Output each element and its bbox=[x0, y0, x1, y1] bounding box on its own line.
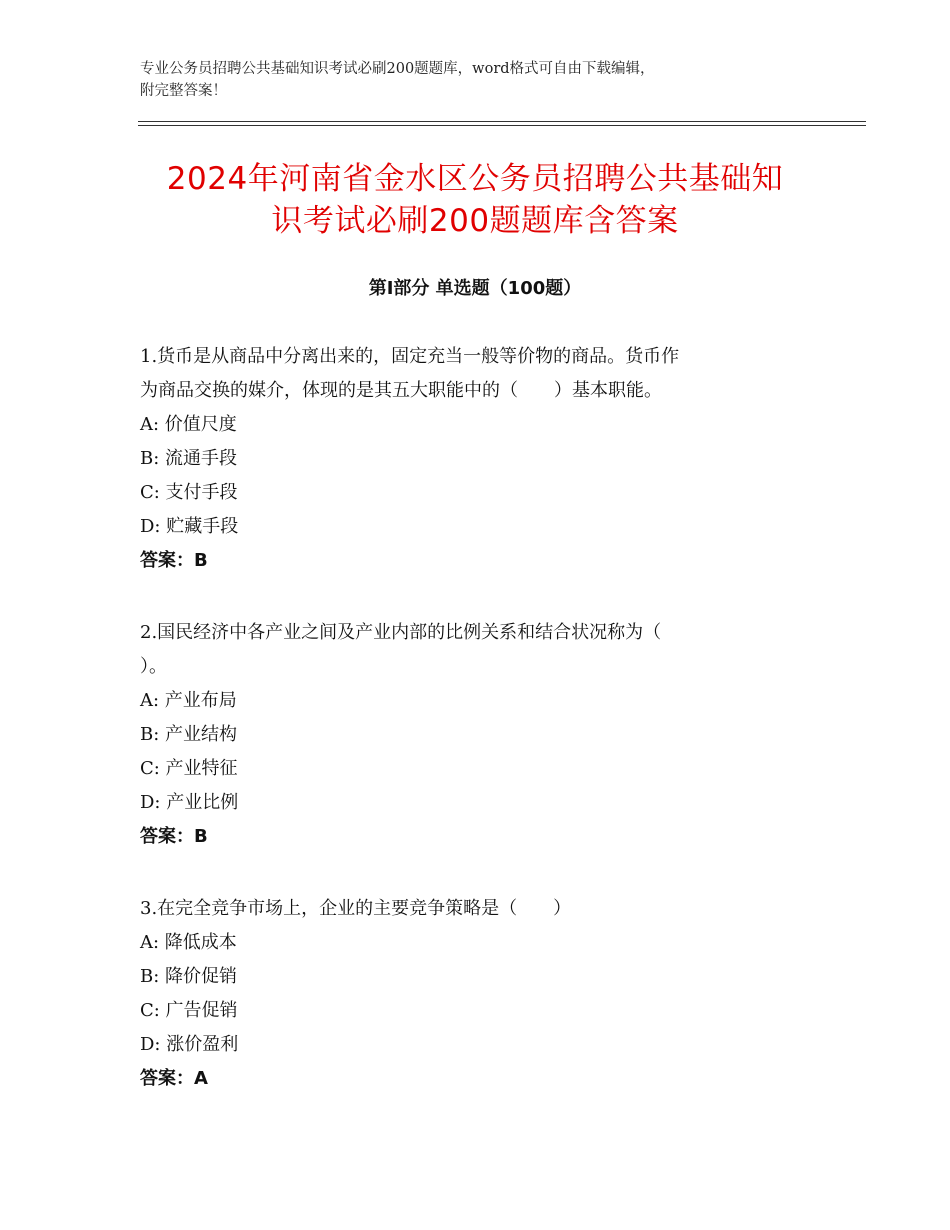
question-item bbox=[140, 340, 800, 578]
document-title bbox=[120, 158, 830, 242]
header-note-line: 专业公务员招聘公共基础知识考试必刷200题题库，word格式可自由下载编辑， bbox=[140, 61, 655, 77]
header-note bbox=[140, 58, 840, 102]
option-b: B: 降价促销 bbox=[140, 966, 238, 987]
question-stem: ）。 bbox=[140, 656, 167, 677]
answer-label: 答案：B bbox=[140, 826, 208, 847]
question-stem: 2.国民经济中各产业之间及产业内部的比例关系和结合状况称为（ bbox=[140, 622, 662, 643]
option-a: A: 价值尺度 bbox=[140, 414, 237, 435]
question-list bbox=[140, 340, 800, 1134]
option-c: C: 产业特征 bbox=[140, 758, 238, 779]
option-a: A: 产业布局 bbox=[140, 690, 237, 711]
option-b: B: 流通手段 bbox=[140, 448, 238, 469]
option-d: D: 贮藏手段 bbox=[140, 516, 239, 537]
question-stem: 1.货币是从商品中分离出来的，固定充当一般等价物的商品。货币作 bbox=[140, 346, 680, 367]
header-divider bbox=[138, 121, 866, 126]
option-d: D: 涨价盈利 bbox=[140, 1034, 239, 1055]
option-a: A: 降低成本 bbox=[140, 932, 237, 953]
answer-label: 答案：B bbox=[140, 550, 208, 571]
option-c: C: 支付手段 bbox=[140, 482, 238, 503]
document-title-line: 识考试必刷200题题库含答案 bbox=[271, 203, 679, 239]
document-title-line: 2024年河南省金水区公务员招聘公共基础知 bbox=[166, 161, 784, 197]
option-d: D: 产业比例 bbox=[140, 792, 239, 813]
question-stem: 3.在完全竞争市场上，企业的主要竞争策略是（ ） bbox=[140, 898, 572, 919]
question-item bbox=[140, 892, 800, 1096]
option-c: C: 广告促销 bbox=[140, 1000, 238, 1021]
option-b: B: 产业结构 bbox=[140, 724, 238, 745]
question-stem: 为商品交换的媒介，体现的是其五大职能中的（ ）基本职能。 bbox=[140, 380, 662, 401]
answer-label: 答案：A bbox=[140, 1068, 208, 1089]
section-title: 第Ⅰ部分 单选题（100题） bbox=[368, 278, 582, 299]
header-note-line: 附完整答案！ bbox=[140, 83, 227, 99]
question-item bbox=[140, 616, 800, 854]
